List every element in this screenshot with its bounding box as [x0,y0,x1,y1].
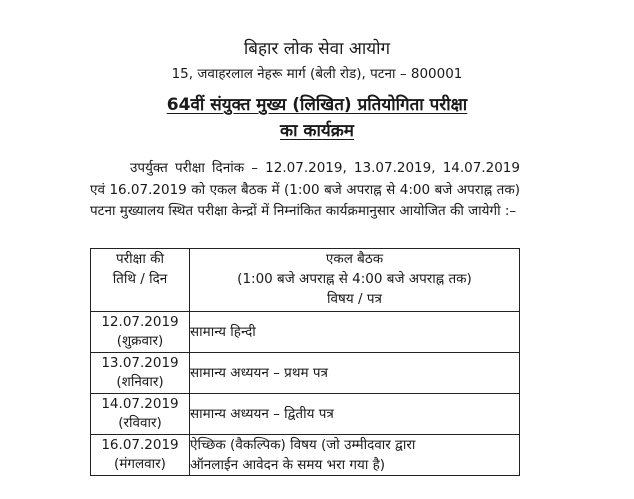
heading-line-2: का कार्यक्रम [280,121,354,141]
subject-cell [190,312,520,353]
header-sitting-cell [190,249,520,312]
subject-cell [190,353,520,394]
exam-subject: सामान्य हिन्दी [190,324,256,340]
organization-address: 15, जवाहरलाल नेहरू मार्ग (बेली रोड), पटना – 800001 [171,66,463,82]
date-cell [91,394,190,435]
exam-subject: सामान्य अध्ययन – प्रथम पत्र [190,365,328,381]
exam-day: (मंगलवार) [114,456,166,472]
exam-day: (शुक्रवार) [116,333,164,349]
exam-day: (रविवार) [118,415,162,431]
exam-date: 13.07.2019 [101,355,179,371]
header-date-line-2: तिथि / दिन [112,271,168,287]
header-date-cell [91,249,190,312]
exam-day: (शनिवार) [116,374,164,390]
header-sitting-line-2: (1:00 बजे अपराह्न से 4:00 बजे अपराह्न तक) [237,271,472,287]
subject-cell [190,435,520,476]
header-sitting-line-3: विषय / पत्र [327,291,382,307]
heading-line-1: 64वीं संयुक्त मुख्य (लिखित) प्रतियोगिता परीक्षा [166,95,468,115]
exam-subject: ऐच्छिक (वैकल्पिक) विषय (जो उम्मीदवार द्वारा [190,437,416,453]
exam-subject-continued: ऑनलाईन आवेदन के समय भरा गया है) [190,457,386,473]
date-cell [91,353,190,394]
subject-cell [190,394,520,435]
header-sitting-line-1: एकल बैठक [325,251,384,267]
table-row [91,353,520,394]
organization-name: बिहार लोक सेवा आयोग [243,39,391,59]
exam-subject: सामान्य अध्ययन – द्वितीय पत्र [190,406,334,422]
exam-date: 16.07.2019 [101,437,179,453]
document-heading [0,92,634,144]
date-cell [91,435,190,476]
intro-paragraph: उपर्युक्त परीक्षा दिनांक – 12.07.2019, 13.07.2019, 14.07.2019 एवं 16.07.2019 को एकल बैठक में (1:00 बजे अपराह्न से 4:00 बजे अपराह्न तक) पटना मुख्यालय स्थित परीक्षा केन्द्रों में निम्नांकित कार्यक्रमानुसार आयोजित की जायेगी :– [90,160,520,219]
date-cell [91,312,190,353]
table-header-row [91,249,520,312]
table-row [91,394,520,435]
header-date-line-1: परीक्षा की [115,251,165,267]
exam-schedule-table [90,248,520,476]
exam-date: 12.07.2019 [101,314,179,330]
table-row [91,312,520,353]
table-row [91,435,520,476]
exam-date: 14.07.2019 [101,396,179,412]
